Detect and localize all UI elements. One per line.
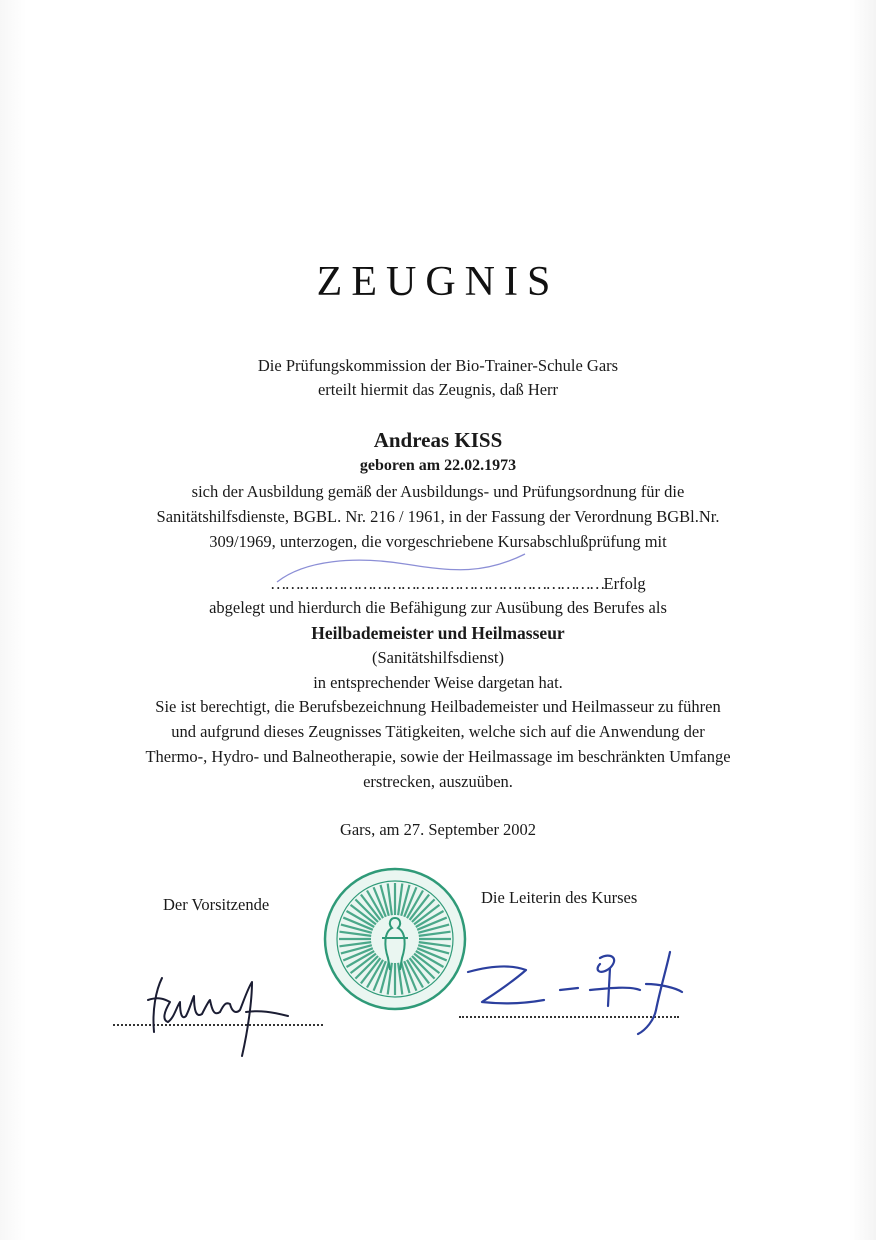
- body-line-1: sich der Ausbildung gemäß der Ausbildungs- und Prüfungsordnung für die: [191, 482, 685, 501]
- left-signature: [140, 960, 300, 1060]
- result-pen-mark: [275, 552, 535, 592]
- body-line-2: Sanitätshilfsdienste, BGBL. Nr. 216 / 1961, in der Fassung der Verordnung BGBl.Nr.: [156, 507, 720, 526]
- left-signatory-label: Der Vorsitzende: [163, 895, 270, 914]
- right-signatory-label: Die Leiterin des Kurses: [481, 888, 638, 907]
- body-line-9: erstrecken, auszuüben.: [363, 772, 513, 791]
- body-line-7: und aufgrund dieses Zeugnisses Tätigkeiten, welche sich auf die Anwendung der: [171, 722, 705, 741]
- body-line-5: in entsprechender Weise dargetan hat.: [313, 673, 563, 692]
- body-line-4: abgelegt und hierdurch die Befähigung zur Ausübung des Berufes als: [209, 598, 667, 617]
- school-stamp: [322, 866, 468, 1012]
- body-line-6: Sie ist berechtigt, die Berufsbezeichnung Heilbademeister und Heilmasseur zu führen: [155, 697, 721, 716]
- intro-line-1: Die Prüfungskommission der Bio-Trainer-Schule Gars: [257, 356, 619, 375]
- profession-title: Heilbademeister und Heilmasseur: [311, 623, 565, 643]
- result-suffix: Erfolg: [603, 574, 646, 593]
- body-line-3: 309/1969, unterzogen, die vorgeschriebene Kursabschlußprüfung mit: [209, 532, 667, 551]
- document-title: ZEUGNIS: [316, 259, 560, 305]
- recipient-name: Andreas KISS: [373, 428, 503, 452]
- place-date: Gars, am 27. September 2002: [339, 820, 537, 839]
- profession-subtitle: (Sanitätshilfsdienst): [372, 648, 504, 667]
- body-line-8: Thermo-, Hydro- und Balneotherapie, sowie der Heilmassage im beschränkten Umfange: [145, 747, 731, 766]
- right-signature: [460, 950, 700, 1040]
- intro-line-2: erteilt hiermit das Zeugnis, daß Herr: [317, 380, 559, 399]
- birth-date: geboren am 22.02.1973: [359, 457, 517, 474]
- result-dots: ……………………………………………………………: [270, 574, 604, 593]
